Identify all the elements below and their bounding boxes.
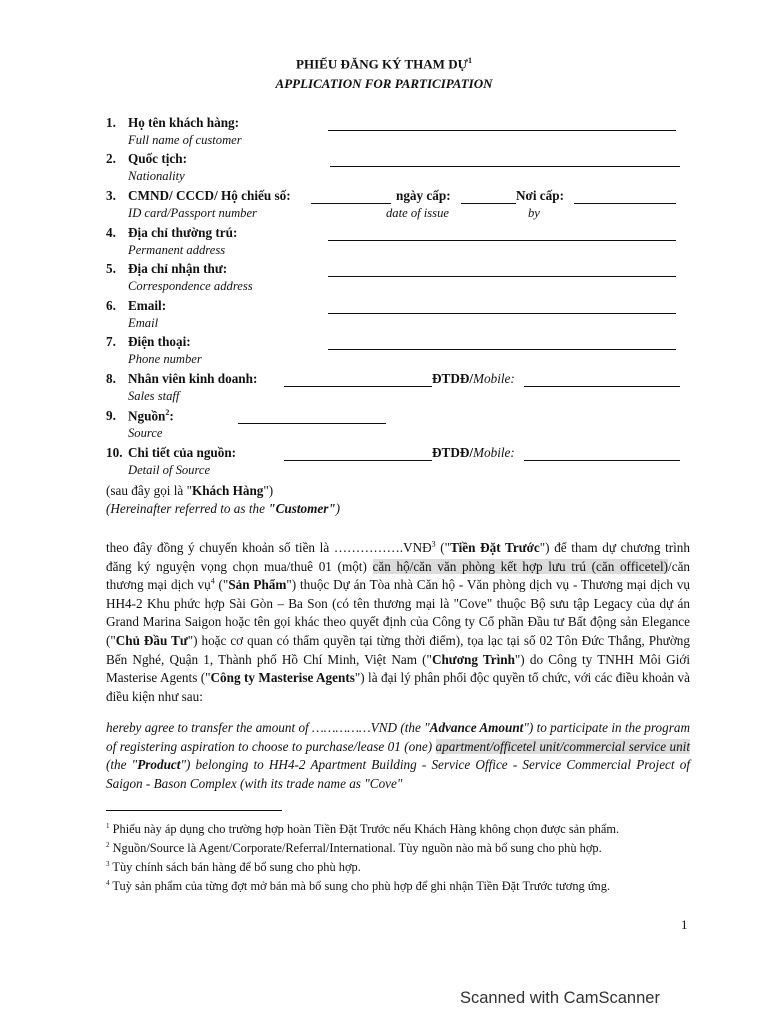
nationality-input-line[interactable]	[330, 166, 680, 167]
footnote-4: $^4$ Tuỳ sản phẩm của từng đợt mở bán mà bổ sung cho phù hợp để ghi nhận Tiền Đặt Trước tương ứng.	[106, 879, 611, 894]
source-input-line[interactable]	[238, 423, 386, 424]
footnote-3: $^3$ Tùy chính sách bán hàng để bổ sung cho phù hợp.	[106, 860, 361, 875]
issued-by-input-line[interactable]	[574, 203, 676, 204]
permanent-address-input-line[interactable]	[328, 240, 676, 241]
footnotes	[106, 818, 694, 895]
field-source: 9. Nguồn$^2$: Source	[106, 408, 706, 442]
field-nationality: 2. Quốc tịch: Nationality	[106, 151, 706, 185]
form-title-en: APPLICATION FOR PARTICIPATION	[275, 76, 493, 91]
camscanner-watermark: Scanned with CamScanner	[460, 989, 660, 1007]
hereinafter-en: (Hereinafter referred to as the "Customer")	[106, 501, 341, 516]
source-detail-mobile-input-line[interactable]	[524, 460, 680, 461]
field-source-detail: 10. Chi tiết của nguồn: Detail of Source ĐTDĐ/Mobile:	[106, 445, 706, 479]
sales-staff-input-line[interactable]	[284, 386, 432, 387]
agreement-paragraph-vi: theo đây đồng ý chuyển khoản số tiền là …………….VNĐ$^3$ ("Tiền Đặt Trước") để tham dự chương trình đăng ký nguyện vọng chọn mua/thuê 01 (một) căn hộ/căn văn phòng kết hợp lưu trú (căn officetel)/căn thương mại dịch vụ$^4$ ("Sản Phẩm") thuộc Dự án Tòa nhà Căn hộ - Văn phòng dịch vụ - Thương mại dịch vụ HH4-2 Khu phức hợp Sài Gòn – Ba Son (có tên thương mại là "Cove" thuộc Bộ sưu tập Legacy của dự án Grand Marina Saigon hoặc tên gọi khác theo quyết định của Công ty Cổ phần Đầu tư Bất động sản Elegance ("Chủ Đầu Tư") hoặc cơ quan có thẩm quyền tại từng thời điểm), tọa lạc tại số 02 Tôn Đức Thắng, Phường Bến Nghé, Quận 1, Thành phố Hồ Chí Minh, Việt Nam ("Chương Trình") do Công ty TNHH Môi Giới Masterise Agents ("Công ty Masterise Agents") là đại lý phân phối độc quyền tổ chức, với các điều khoản và điều kiện như sau:	[106, 539, 691, 704]
hereinafter-vi: (sau đây gọi là "Khách Hàng")	[106, 483, 274, 498]
field-email: 6. Email: Email	[106, 298, 706, 332]
email-input-line[interactable]	[328, 313, 676, 314]
footnote-divider	[106, 810, 282, 811]
agreement-paragraph-en: hereby agree to transfer the amount of ……………VND (the "Advance Amount") to participate in the program of registering aspiration to choose to purchase/lease 01 (one) apartment/officetel unit/commercial service unit (the "Product") belonging to HH4-2 Apartment Building - Service Office - Service Commercial Project of Saigon - Bason Complex (with its trade name as "Cove"	[106, 720, 690, 791]
footnote-1: $^1$ Phiếu này áp dụng cho trường hợp hoàn Tiền Đặt Trước nếu Khách Hàng không chọn được sản phẩm.	[106, 822, 620, 837]
field-id-card: 3. CMND/ CCCD/ Hộ chiếu số: ID card/Passport number ngày cấp: date of issue Nơi cấp: by	[106, 188, 706, 222]
page-number: 1	[681, 917, 688, 932]
source-detail-input-line[interactable]	[284, 460, 432, 461]
form-title-vi: PHIẾU ĐĂNG KÝ THAM DỰ$^1$	[296, 56, 472, 72]
id-number-input-line[interactable]	[311, 203, 391, 204]
field-full-name: 1. Họ tên khách hàng: Full name of customer	[106, 115, 706, 149]
phone-input-line[interactable]	[328, 349, 676, 350]
full-name-input-line[interactable]	[328, 130, 676, 131]
correspondence-address-input-line[interactable]	[328, 276, 676, 277]
field-sales-staff: 8. Nhân viên kinh doanh: Sales staff ĐTDĐ/Mobile:	[106, 371, 706, 405]
issue-date-input-line[interactable]	[461, 203, 516, 204]
sales-staff-mobile-input-line[interactable]	[524, 386, 680, 387]
field-phone: 7. Điện thoại: Phone number	[106, 334, 706, 368]
footnote-2: $^2$ Nguồn/Source là Agent/Corporate/Referral/International. Tùy nguồn nào mà bổ sung cho phù hợp.	[106, 841, 602, 856]
field-permanent-address: 4. Địa chỉ thường trú: Permanent address	[106, 225, 706, 259]
field-correspondence-address: 5. Địa chỉ nhận thư: Correspondence address	[106, 261, 706, 295]
